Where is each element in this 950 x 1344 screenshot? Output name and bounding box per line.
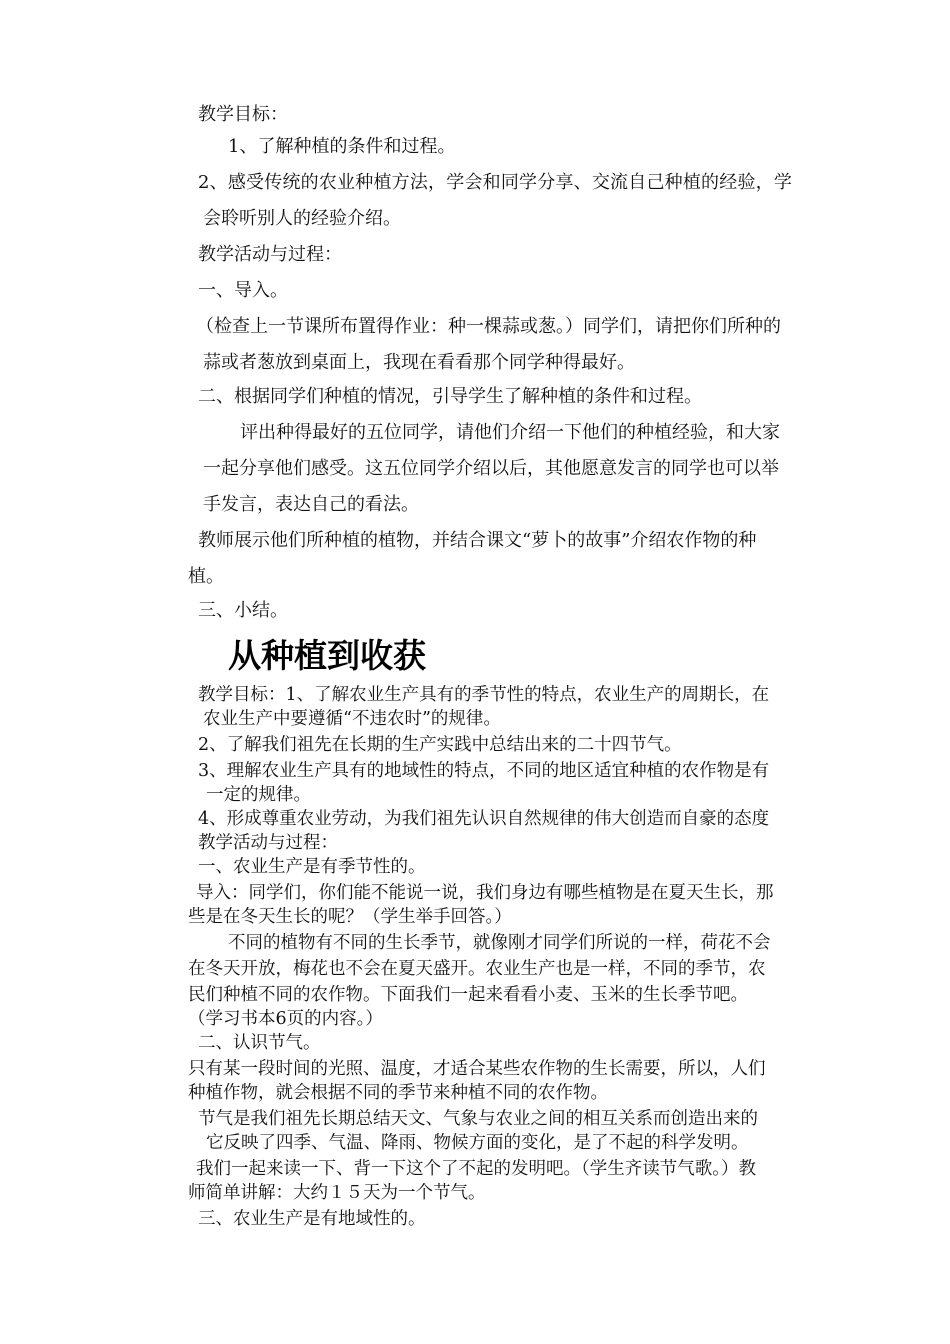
paragraph-line: 2、感受传统的农业种植方法，学会和同学分享、交流自己种植的经验，学 [198,172,793,193]
paragraph-line: （检查上一节课所布置得作业：种一棵蒜或葱。）同学们，请把你们所种的 [196,316,781,337]
paragraph-line: 不同的植物有不同的生长季节，就像刚才同学们所说的一样，荷花不会 [228,933,771,953]
paragraph-line: 教师展示他们所种植的植物，并结合课文“萝卜的故事”介绍农作物的种 [198,530,757,551]
paragraph-line: 4、形成尊重农业劳动，为我们祖先认识自然规律的伟大创造而自豪的态度 [198,809,770,829]
paragraph-line: （学习书本6页的内容。） [188,1009,383,1029]
paragraph-line: 三、小结。 [198,600,288,621]
paragraph-line: 一定的规律。 [206,785,311,805]
paragraph-line: 只有某一段时间的光照、温度，才适合某些农作物的生长需要，所以，人们 [188,1059,766,1079]
paragraph-line: 2、了解我们祖先在长期的生产实践中总结出来的二十四节气。 [198,735,682,755]
paragraph-line: 一、农业生产是有季节性的。 [198,857,426,877]
paragraph-line: 在冬天开放，梅花也不会在夏天盛开。农业生产也是一样，不同的季节，农 [188,959,766,979]
paragraph-line: 我们一起来读一下、背一下这个了不起的发明吧。（学生齐读节气歌。）教 [196,1159,756,1179]
paragraph-line: 民们种植不同的农作物。下面我们一起来看看小麦、玉米的生长季节吧。 [188,985,748,1005]
paragraph-line: 三、农业生产是有地域性的。 [198,1209,426,1229]
paragraph-line: 节气是我们祖先长期总结天文、气象与农业之间的相互关系而创造出来的 [198,1109,758,1129]
paragraph-line: 一起分享他们感受。这五位同学介绍以后，其他愿意发言的同学也可以举 [203,458,779,479]
paragraph-line: 1、了解种植的条件和过程。 [228,136,456,157]
paragraph-line: 植。 [188,566,224,587]
paragraph-line: 会聆听别人的经验介绍。 [203,208,401,229]
paragraph-line: 它反映了四季、气温、降雨、物候方面的变化，是了不起的科学发明。 [206,1133,749,1153]
paragraph-line: 些是在冬天生长的呢？（学生举手回答。） [188,907,512,927]
paragraph-line: 师简单讲解：大约１５天为一个节气。 [188,1183,486,1203]
paragraph-line: 导入：同学们，你们能不能说一说，我们身边有哪些植物是在夏天生长，那 [196,883,774,903]
heading-teaching-goals: 教学目标： [198,104,288,125]
paragraph-line: 农业生产中要遵循“不违农时”的规律。 [203,709,501,729]
paragraph-line: 3、理解农业生产具有的地域性的特点，不同的地区适宜种植的农作物是有 [198,761,770,781]
paragraph-line: 二、根据同学们种植的情况，引导学生了解种植的条件和过程。 [198,386,702,407]
paragraph-line: 手发言，表达自己的看法。 [203,494,419,515]
lesson-title: 从种植到收获 [228,636,426,675]
heading-teaching-activities: 教学活动与过程： [198,244,342,265]
paragraph-line: 一、导入。 [198,280,288,301]
paragraph-line: 二、认识节气。 [198,1033,321,1053]
paragraph-line: 蒜或者葱放到桌面上，我现在看看那个同学种得最好。 [203,352,635,373]
paragraph-line: 评出种得最好的五位同学，请他们介绍一下他们的种植经验，和大家 [240,422,780,443]
heading-teaching-activities: 教学活动与过程： [198,833,338,853]
paragraph-line: 种植作物，就会根据不同的季节来种植不同的农作物。 [188,1083,608,1103]
heading-teaching-goals: 教学目标：1、了解农业生产具有的季节性的特点，农业生产的周期长，在 [198,685,770,705]
